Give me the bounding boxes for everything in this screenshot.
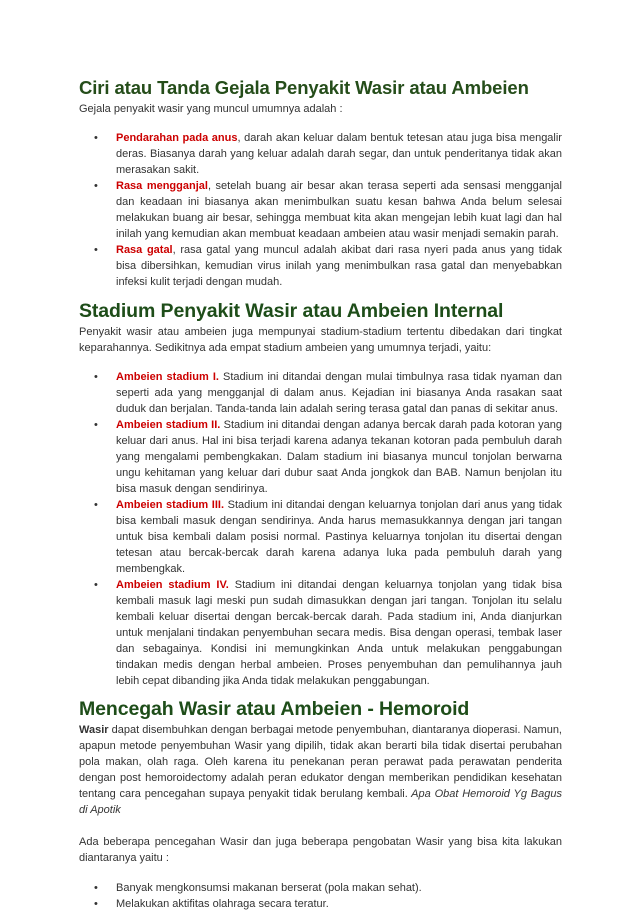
symptom-list: [79, 130, 562, 290]
stadium-list: [79, 369, 562, 689]
list-item-term: Pendarahan pada anus: [116, 132, 238, 144]
list-item: [79, 178, 562, 242]
bullet-icon: •: [94, 882, 98, 894]
paragraph-italic-text: Apa Obat Hemoroid Yg Bagus di Apotik: [79, 788, 562, 816]
document-page: [79, 76, 562, 912]
section3-paragraph-2: Ada beberapa pencegahan Wasir dan juga beberapa pengobatan Wasir yang bisa kita lakukan diantaranya yaitu :: [79, 836, 562, 864]
section1-title: Ciri atau Tanda Gejala Penyakit Wasir atau Ambeien: [79, 77, 529, 98]
list-item-text: Banyak mengkonsumsi makanan berserat (pola makan sehat).: [116, 882, 422, 894]
list-item-text: Stadium ini ditandai dengan keluarnya tonjolan yang tidak bisa kembali masuk lagi meski pun sudah dimasukkan dengan jari tangan. Tonjolan itu selalu kembali keluar disertai dengan bercak-bercak darah. Pada stadium ini, Anda dianjurkan untuk menjalani tindakan penyembuhan secara medis. Bisa dengan operasi, tembak laser dan sebagainya. Kondisi ini memungkinkan Anda untuk melakukan penggabungan tindakan medis dengan herbal ambeien. Proses penyembuhan dan pemulihannya jauh lebih cepat dibanding jika Anda tidak melakukan penggabungan.: [116, 579, 562, 687]
list-item-text: Melakukan aktifitas olahraga secara teratur.: [116, 898, 329, 910]
list-item-text: , darah akan keluar dalam bentuk tetesan atau juga bisa mengalir deras. Biasanya darah yang keluar adalah darah segar, dan untuk penderitanya tidak akan merasakan sakit.: [116, 132, 562, 176]
bullet-icon: •: [94, 898, 98, 910]
bullet-icon: •: [94, 244, 98, 256]
list-item-text: Stadium ini ditandai dengan adanya bercak darah pada kotoran yang keluar dari anus. Hal ini bisa terjadi karena adanya tekanan kotoran pada pembuluh darah yang mengalami pembengkakan. Dalam stadium ini biasanya muncul tonjolan berwarna ungu kehitaman yang keluar dari dubur saat Anda jongkok dan BAB. Namun benjolan itu bisa masuk dengan sendirinya.: [116, 419, 562, 495]
list-item: [79, 896, 562, 912]
bullet-icon: •: [94, 419, 98, 431]
bullet-icon: •: [94, 579, 98, 591]
list-item-text: , rasa gatal yang muncul adalah akibat dari rasa nyeri pada anus yang tidak bisa dibersihkan, kemudian virus inilah yang menimbulkan rasa gatal dan menyebabkan infeksi kulit terjadi dengan mudah.: [116, 244, 563, 288]
section2-intro: Penyakit wasir atau ambeien juga mempunyai stadium-stadium tertentu dibedakan dari tingkat keparahannya. Sedikitnya ada empat stadium ambeien yang umumnya terjadi, yaitu:: [79, 326, 562, 354]
list-item-term: Ambeien stadium III.: [116, 499, 225, 511]
list-item-term: Ambeien stadium IV.: [116, 579, 229, 591]
list-item-text: Stadium ini ditandai dengan keluarnya tonjolan dari anus yang tidak bisa kembali masuk dengan sendirinya. Anda harus memasukkannya dengan jari tangan untuk bisa kembali dalam posisi normal. Pastinya keluarnya tonjolan itu disertai dengan tetesan atau bercak-bercak darah karena adanya luka pada pembuluh darah yang membengkak.: [116, 499, 563, 575]
list-item-term: Rasa mengganjal: [116, 180, 208, 192]
list-item: [79, 242, 562, 290]
section2-title: Stadium Penyakit Wasir atau Ambeien Internal: [79, 300, 504, 322]
bullet-icon: •: [94, 499, 98, 511]
list-item: [79, 497, 562, 577]
section1-intro: Gejala penyakit wasir yang muncul umumnya adalah :: [79, 103, 343, 115]
list-item: [79, 417, 562, 497]
list-item: [79, 130, 562, 178]
bullet-icon: •: [94, 132, 98, 144]
paragraph-text: dapat disembuhkan dengan berbagai metode penyembuhan, diantaranya dioperasi. Namun, apapun metode penyembuhan Wasir yang dipilih, tidak akan berarti bila tidak disertai perubahan pola makan, olah raga. Oleh karena itu penekanan peran perawat pada perawatan penderita dengan post hemoroidectomy adalah peran edukator dengan memberikan pendidikan kesehatan tentang cara pencegahan supaya penyakit tidak berulang kembali.: [79, 724, 562, 800]
paragraph-term: Wasir: [79, 724, 109, 736]
bullet-icon: •: [94, 371, 98, 383]
list-item-term: Ambeien stadium I.: [116, 371, 219, 383]
bullet-icon: •: [94, 180, 98, 192]
list-item-text: , setelah buang air besar akan terasa seperti ada sensasi mengganjal dan keadaan ini biasanya akan menimbulkan suatu kesan bahwa Anda belum selesai melakukan buang air besar, sehingga membuat kita akan mengejan lebih kuat lagi dan hal inilah yang kemudian akan membuat keadaan ambeien atau wasir menjadi semakin parah.: [116, 180, 562, 240]
list-item-term: Ambeien stadium II.: [116, 419, 221, 431]
list-item: [79, 577, 562, 689]
list-item: [79, 369, 562, 417]
list-item-text: Stadium ini ditandai dengan mulai timbulnya rasa tidak nyaman dan seperti ada yang mengganjal di dalam anus. Kejadian ini biasanya Anda rasakan saat duduk dan berjalan. Tanda-tanda lain adalah sering terasa gatal dan panas di sekitar anus.: [116, 371, 562, 415]
section3-title: Mencegah Wasir atau Ambeien - Hemoroid: [79, 698, 470, 720]
prevention-list: [79, 880, 562, 912]
section3-paragraph-1: [79, 722, 562, 818]
list-item: [79, 880, 562, 896]
list-item-term: Rasa gatal: [116, 244, 173, 256]
